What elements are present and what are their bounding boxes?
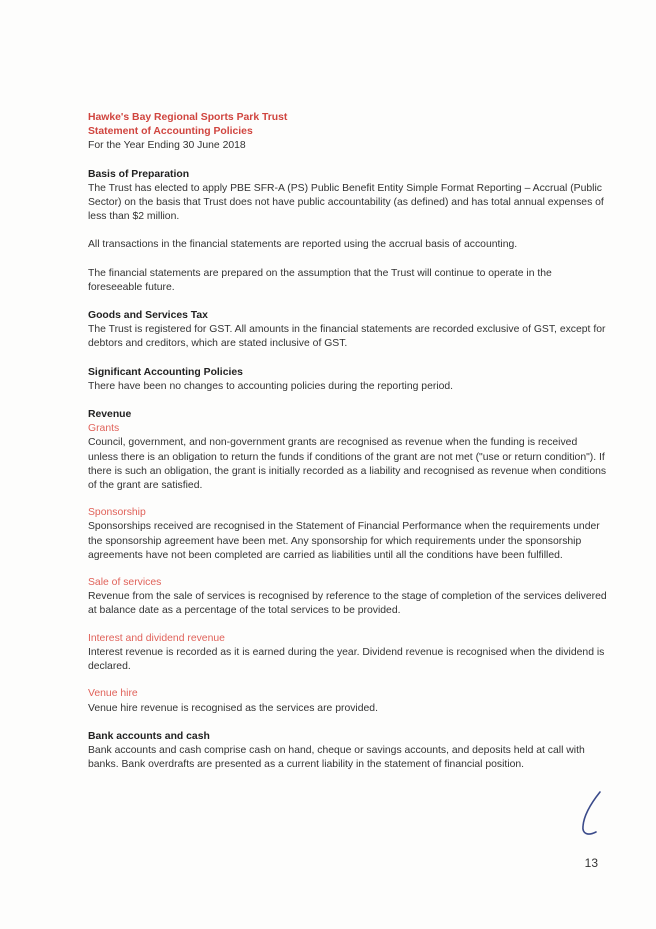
sponsorship-paragraph: Sponsorships received are recognised in the Statement of Financial Performance when the requirements under the sponsorship agreement have been met. Any sponsorship for which requirements under the sponsorship agreements have not been completed are carried as liabilities until all the conditions have been fulfilled. — [88, 521, 600, 561]
subhead-sponsorship: Sponsorship — [88, 507, 146, 519]
basis-paragraph-3: The financial statements are prepared on the assumption that the Trust will continue to operate in the foreseeable future. — [88, 267, 552, 293]
section-title-bank: Bank accounts and cash — [88, 730, 210, 742]
section-title-gst: Goods and Services Tax — [88, 310, 208, 322]
section-title-policies: Significant Accounting Policies — [88, 366, 243, 378]
venue-paragraph: Venue hire revenue is recognised as the services are provided. — [88, 702, 378, 714]
basis-paragraph-2: All transactions in the financial statements are reported using the accrual basis of accounting. — [88, 239, 518, 251]
reporting-period: For the Year Ending 30 June 2018 — [88, 140, 246, 152]
document-body — [88, 111, 608, 772]
subhead-venue-hire: Venue hire — [88, 688, 138, 700]
subhead-sale-of-services: Sale of services — [88, 577, 162, 589]
basis-paragraph-1: The Trust has elected to apply PBE SFR-A (PS) Public Benefit Entity Simple Format Reporting – Accrual (Public Sector) on the basis that Trust does not have public accountability (as defined) and has total annual expenses of less than $2 million. — [88, 182, 604, 223]
org-name: Hawke's Bay Regional Sports Park Trust — [88, 112, 288, 123]
policies-paragraph: There have been no changes to accounting policies during the reporting period. — [88, 380, 454, 392]
section-title-basis: Basis of Preparation — [88, 168, 190, 180]
section-title-revenue: Revenue — [88, 409, 132, 421]
handwritten-initial — [576, 788, 606, 840]
document-title: Statement of Accounting Policies — [88, 126, 253, 138]
bank-paragraph: Bank accounts and cash comprise cash on hand, cheque or savings accounts, and deposits held at call with banks. Bank overdrafts are presented as a current liability in the statement of financial position. — [88, 744, 585, 771]
subhead-interest-dividend: Interest and dividend revenue — [88, 632, 225, 644]
gst-paragraph: The Trust is registered for GST. All amounts in the financial statements are recorded exclusive of GST, except for debtors and creditors, which are stated inclusive of GST. — [88, 324, 606, 350]
page-number: 13 — [584, 856, 598, 870]
services-paragraph: Revenue from the sale of services is recognised by reference to the stage of completion of the services delivered at balance date as a percentage of the total services to be provided. — [88, 591, 607, 617]
subhead-grants: Grants — [88, 423, 120, 435]
grants-paragraph: Council, government, and non-government grants are recognised as revenue when the funding is received unless there is an obligation to return the funds if conditions of the grant are not met ("use or return condition"). If there is such an obligation, the grant is initially recorded as a liability and recognised as revenue when conditions of the grant are satisfied. — [88, 437, 607, 492]
interest-paragraph: Interest revenue is recorded as it is earned during the year. Dividend revenue is recognised when the dividend is declared. — [88, 646, 605, 673]
